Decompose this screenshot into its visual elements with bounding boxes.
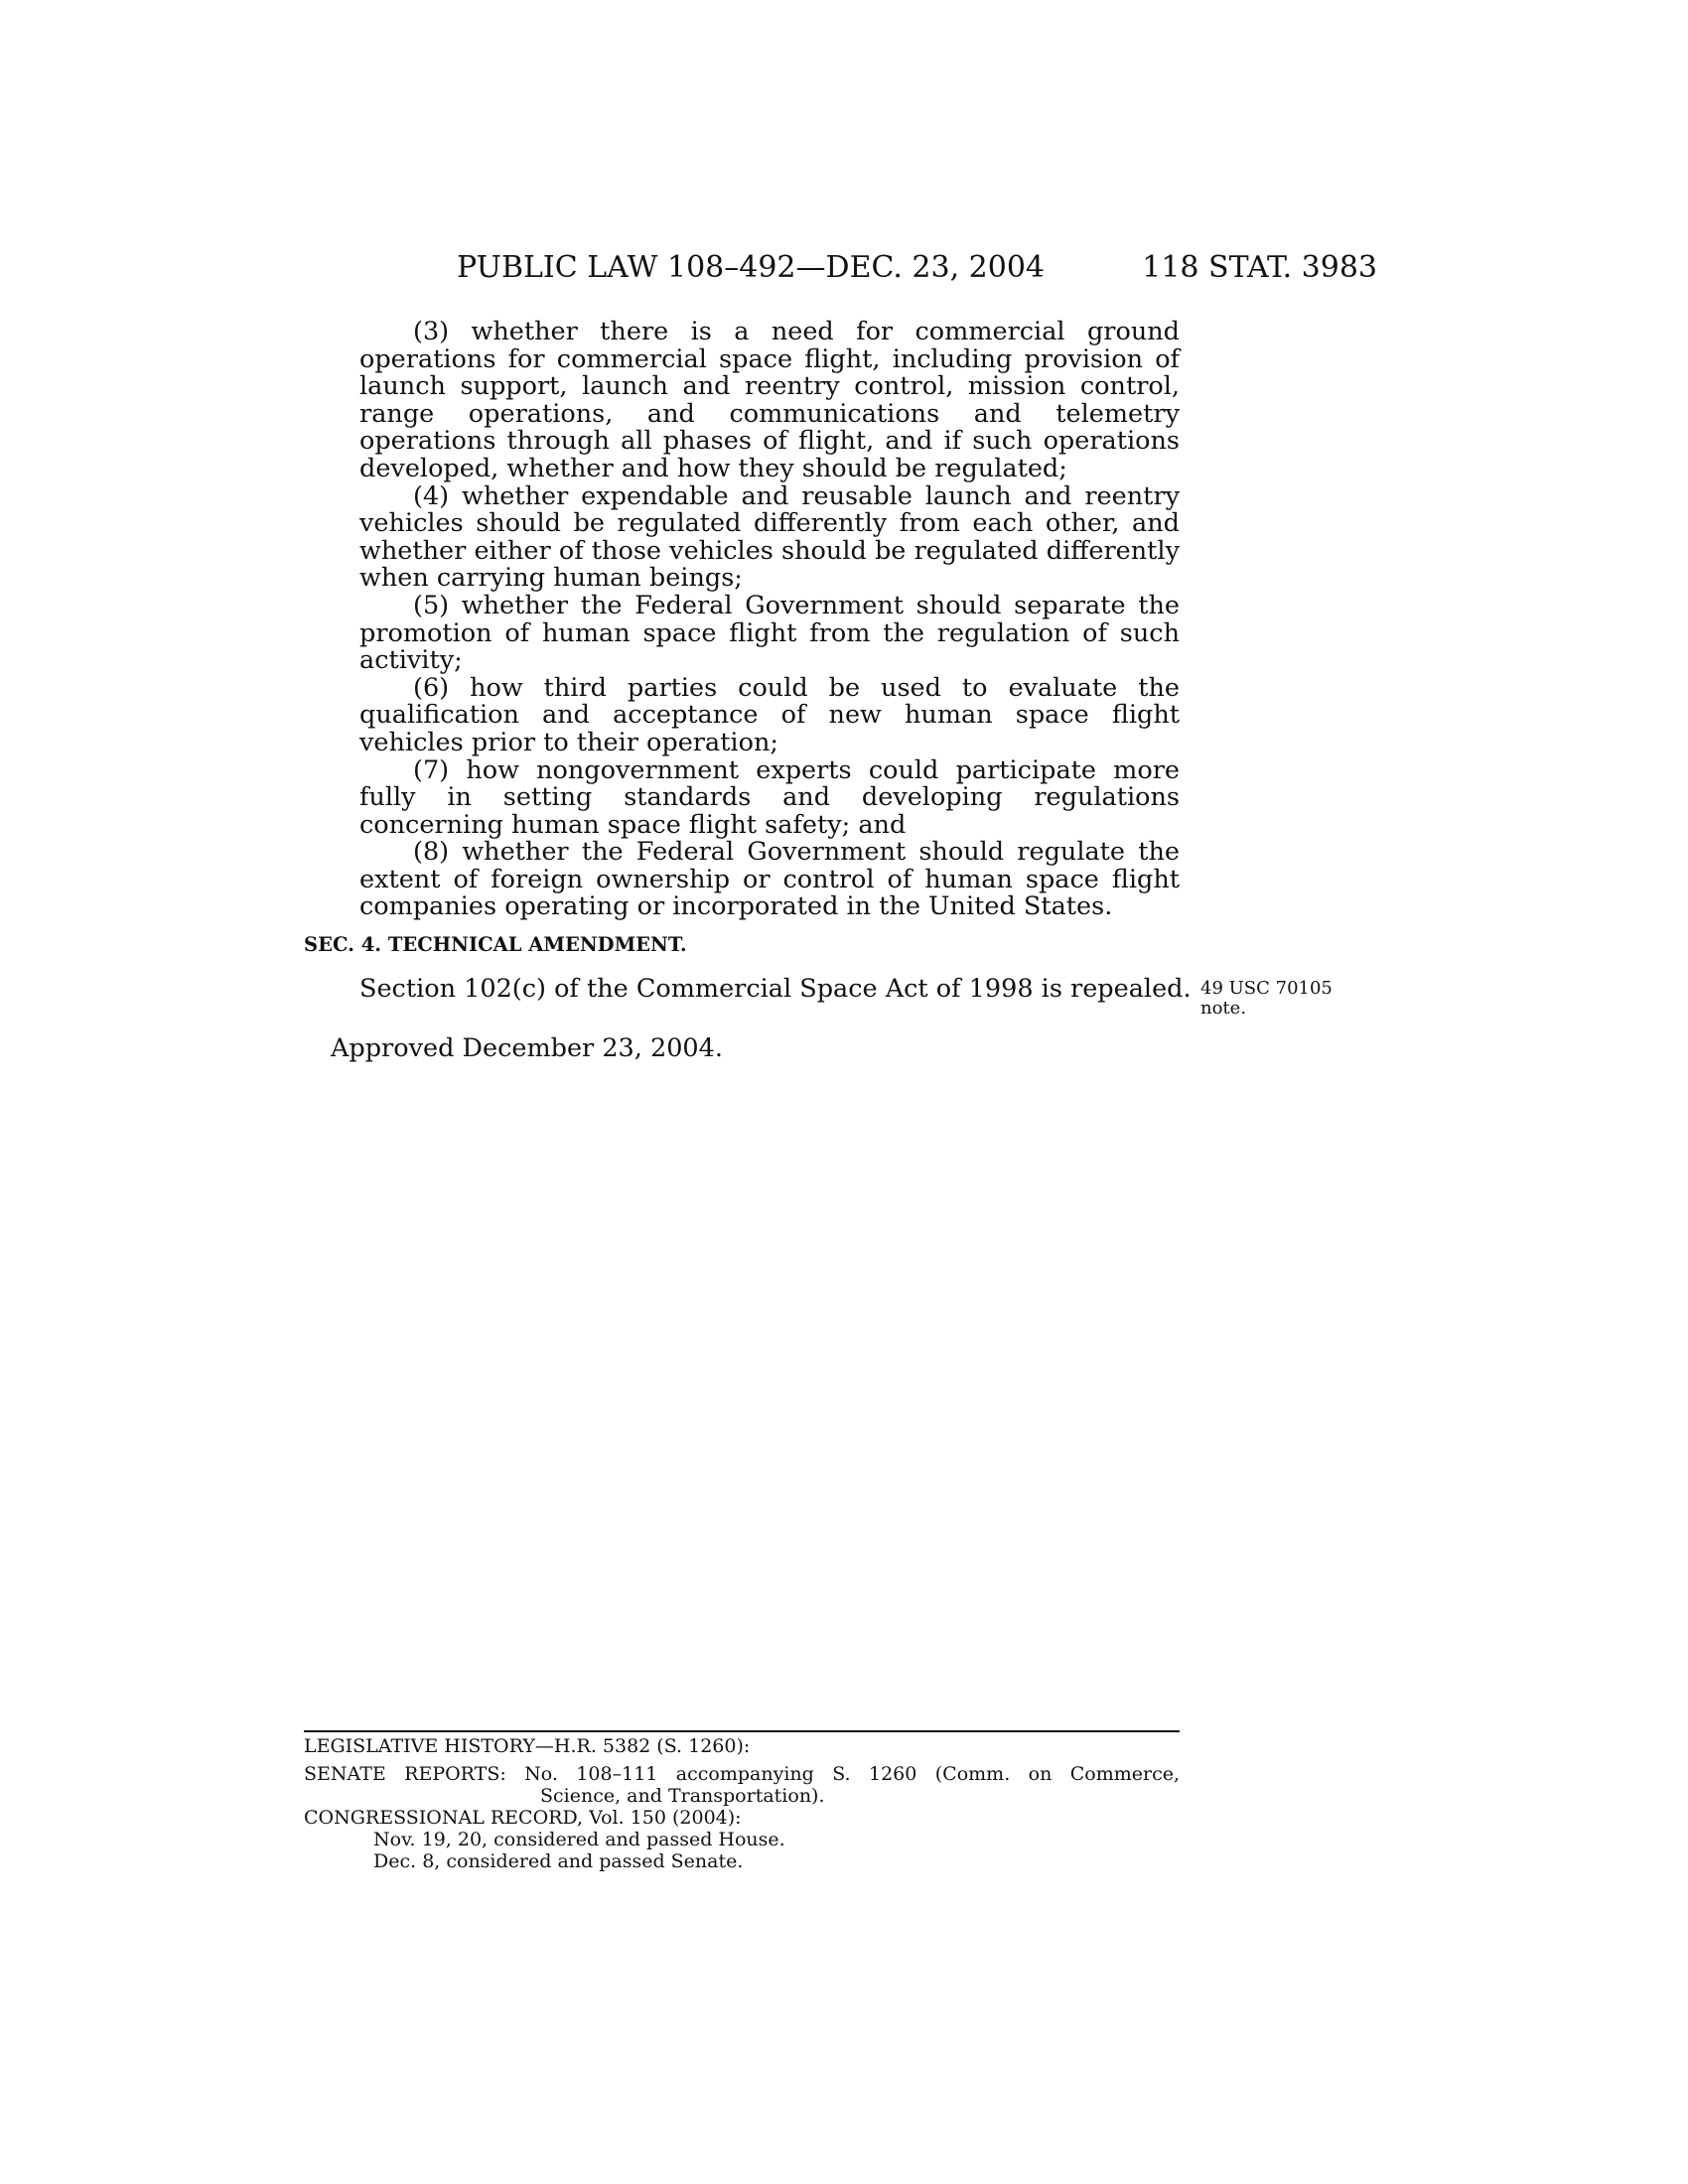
statute-page-number: 118 STAT. 3983 <box>1142 250 1377 285</box>
paragraph-7: (7) how nongovernment experts could participate more fully in setting standards and developing regulations concerning human space flight safety; and <box>359 754 1180 840</box>
paragraph-5: (5) whether the Federal Government should separate the promotion of human space flight from the regulation of such activity; <box>359 590 1180 676</box>
record-entry: Nov. 19, 20, considered and passed House. <box>373 1829 785 1850</box>
margin-note <box>1200 979 1369 1019</box>
paragraph-6: (6) how third parties could be used to evaluate the qualification and acceptance of new human space flight vehicles prior to their operation; <box>359 672 1180 757</box>
legislative-history-title: LEGISLATIVE HISTORY—H.R. 5382 (S. 1260): <box>304 1735 751 1757</box>
senate-reports-line2: Science, and Transportation). <box>540 1785 825 1807</box>
paragraph-3: (3) whether there is a need for commercial ground operations for commercial space flight, including provision of launch support, launch and reentry control, mission control, range operations, and communications and telemetry operations through all phases of flight, and if such operations developed, whether and how they should be regulated; <box>359 317 1180 483</box>
paragraph-4: (4) whether expendable and reusable launch and reentry vehicles should be regulated differently from each other, and whether either of those vehicles should be regulated differently when carrying human beings; <box>359 480 1180 594</box>
margin-note-citation: 49 USC 70105 <box>1200 978 1333 999</box>
margin-note-suffix: note. <box>1200 998 1247 1019</box>
paragraph-8: (8) whether the Federal Government should regulate the extent of foreign ownership or control of human space flight companies operating or incorporated in the United States. <box>359 837 1180 922</box>
congressional-record: CONGRESSIONAL RECORD, Vol. 150 (2004): <box>304 1807 742 1829</box>
page-header <box>457 248 1377 288</box>
senate-reports-line1: SENATE REPORTS: No. 108–111 accompanying S. 1260 (Comm. on Commerce, <box>304 1763 1180 1785</box>
body-text <box>359 319 1180 921</box>
record-entry: Dec. 8, considered and passed Senate. <box>373 1850 744 1872</box>
public-law-citation: PUBLIC LAW 108–492—DEC. 23, 2004 <box>457 250 1046 285</box>
section-text: Section 102(c) of the Commercial Space Act of 1998 is repealed. <box>359 974 1192 1004</box>
approval-date: Approved December 23, 2004. <box>331 1033 723 1063</box>
section-heading: SEC. 4. TECHNICAL AMENDMENT. <box>304 933 687 956</box>
legislative-history <box>304 1735 1180 1872</box>
senate-reports <box>304 1763 1180 1807</box>
footnote-divider <box>304 1730 1180 1732</box>
